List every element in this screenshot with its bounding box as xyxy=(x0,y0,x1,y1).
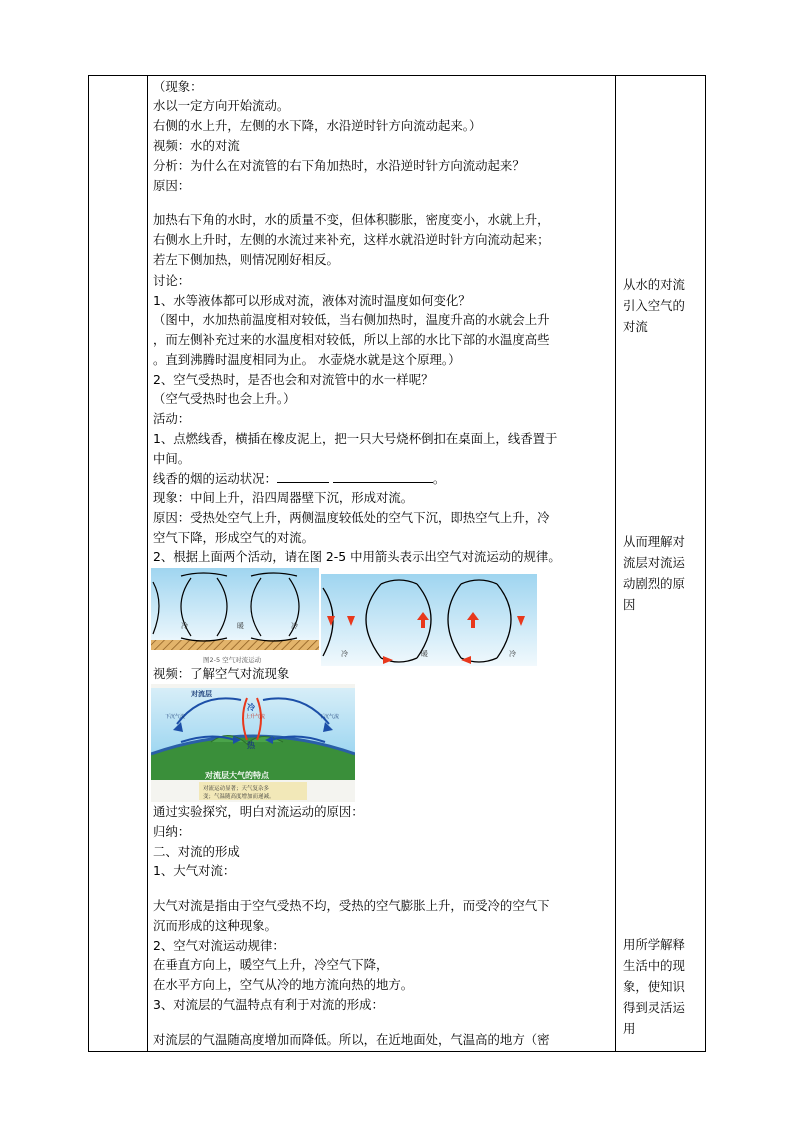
text-line: 。直到沸腾时温度相同为止。 水壶烧水就是这个原理。） xyxy=(153,352,461,367)
text-line: 分析：为什么在对流管的右下角加热时，水沿逆时针方向流动起来？ xyxy=(153,158,525,173)
text-line: 现象：中间上升，沿四周器壁下沉，形成对流。 xyxy=(153,490,414,505)
note-line: 得到灵活运 xyxy=(623,1000,685,1015)
label-warm: 暖 xyxy=(237,622,244,630)
note-line: 对流 xyxy=(623,319,648,334)
figure-note: 变；气温随高度增加而递减。 xyxy=(203,794,275,800)
text-line: 归纳： xyxy=(153,824,191,839)
text-line: 原因： xyxy=(153,178,191,193)
column-divider xyxy=(147,76,148,1051)
design-note xyxy=(623,274,701,337)
note-line: 生活中的现 xyxy=(623,958,685,973)
text-line: 右侧水上升时，左侧的水流过来补充，这样水就沿逆时针方向流动起来； xyxy=(153,232,550,247)
label-cold: 冷 xyxy=(341,650,348,658)
note-line: 用 xyxy=(623,1021,636,1036)
label-cold: 冷 xyxy=(291,622,298,630)
label-cold: 冷 xyxy=(247,703,255,712)
text-line: 视频：水的对流 xyxy=(153,138,240,153)
text-line: 通过实验探究，明白对流运动的原因： xyxy=(153,804,364,819)
text-line: （空气受热时也会上升。） xyxy=(153,391,296,406)
text-line: 1、点燃线香，横插在橡皮泥上，把一只大号烧杯倒扣在桌面上，线香置于 xyxy=(153,431,558,446)
text-line: 1、水等液体都可以形成对流，液体对流时温度如何变化？ xyxy=(153,293,471,308)
text-line: 视频：了解空气对流现象 xyxy=(153,666,290,681)
figure-note: 对流运动显著；天气复杂多 xyxy=(203,786,270,792)
text-line: 若左下侧加热，则情况刚好相反。 xyxy=(153,252,339,267)
text-line: 中间。 xyxy=(153,451,191,466)
figure-caption: 图2-5 空气对流运动 xyxy=(203,656,262,664)
text-line: 原因：受热处空气上升，两侧温度较低处的空气下沉，即热空气上升，冷 xyxy=(153,510,550,525)
section-heading: 二、对流的形成 xyxy=(153,844,240,859)
figure-caption: 对流层大气的特点 xyxy=(205,771,269,780)
lesson-content-cell xyxy=(149,76,615,1051)
label-sink: 下沉气流 xyxy=(319,714,340,720)
text-line: 在垂直方向上，暖空气上升，冷空气下降， xyxy=(153,957,389,972)
text-line: 大气对流是指由于空气受热不均，受热的空气膨胀上升，而受冷的空气下 xyxy=(153,898,550,913)
text-line: 对流层的气温随高度增加而降低。所以，在近地面处，气温高的地方（密 xyxy=(153,1032,550,1047)
text-line: 水以一定方向开始流动。 xyxy=(153,98,290,113)
label-rise: 上升气流 xyxy=(245,714,266,720)
convection-diagram-arrows xyxy=(321,574,537,666)
convection-diagram-blank xyxy=(151,568,319,666)
figure-title: 对流层 xyxy=(191,690,212,698)
text-line: 活动： xyxy=(153,411,191,426)
note-line: 动剧烈的原 xyxy=(623,576,685,591)
note-line: 因 xyxy=(623,597,636,612)
note-line: 从而理解对 xyxy=(623,534,685,549)
text-line: 2、根据上面两个活动，请在图 2-5 中用箭头表示出空气对流运动的规律。 xyxy=(153,549,561,564)
lesson-table xyxy=(88,75,706,1052)
text-line: 2、空气受热时，是否也会和对流管中的水一样呢？ xyxy=(153,372,434,387)
design-intent-cell xyxy=(617,76,705,1051)
label-warm: 暖 xyxy=(421,650,428,658)
text-line: 在水平方向上，空气从冷的地方流向热的地方。 xyxy=(153,977,414,992)
note-line: 从水的对流 xyxy=(623,277,685,292)
text-line: 讨论： xyxy=(153,273,191,288)
text-line: 3、对流层的气温特点有利于对流的形成： xyxy=(153,997,384,1012)
answer-blank[interactable] xyxy=(333,469,433,483)
text-line: （图中，水加热前温度相对较低，当右侧加热时，温度升高的水就会上升 xyxy=(153,312,550,327)
blank-end: 。 xyxy=(432,471,446,486)
text-line: ，而左侧补充过来的水温度相对较低，所以上部的水比下部的水温度高些 xyxy=(153,332,550,347)
text-line: 加热右下角的水时，水的质量不变，但体积膨胀，密度变小，水就上升， xyxy=(153,212,550,227)
label-cold: 冷 xyxy=(509,650,516,658)
label-cold: 冷 xyxy=(181,622,188,630)
column-divider xyxy=(615,76,616,1051)
troposphere-diagram xyxy=(151,684,355,802)
design-note xyxy=(623,934,701,1039)
note-line: 用所学解释 xyxy=(623,937,685,952)
text-line: 线香的烟的运动状况： xyxy=(153,471,277,486)
text-line: 右侧的水上升，左侧的水下降，水沿逆时针方向流动起来。） xyxy=(153,118,482,133)
text-line: 空气下降，形成空气的对流。 xyxy=(153,530,315,545)
smoke-fill-in-line xyxy=(153,469,445,488)
answer-blank[interactable] xyxy=(277,469,329,483)
text-line: （现象： xyxy=(153,79,203,94)
label-sink: 下沉气流 xyxy=(165,714,186,720)
text-line: 2、空气对流运动规律： xyxy=(153,938,285,953)
note-line: 象，使知识 xyxy=(623,979,685,994)
text-line: 1、大气对流： xyxy=(153,863,236,878)
note-line: 流层对流运 xyxy=(623,555,685,570)
text-line: 沉而形成的这种现象。 xyxy=(153,918,277,933)
design-note xyxy=(623,531,701,615)
note-line: 引入空气的 xyxy=(623,298,685,313)
label-hot: 热 xyxy=(247,741,255,750)
